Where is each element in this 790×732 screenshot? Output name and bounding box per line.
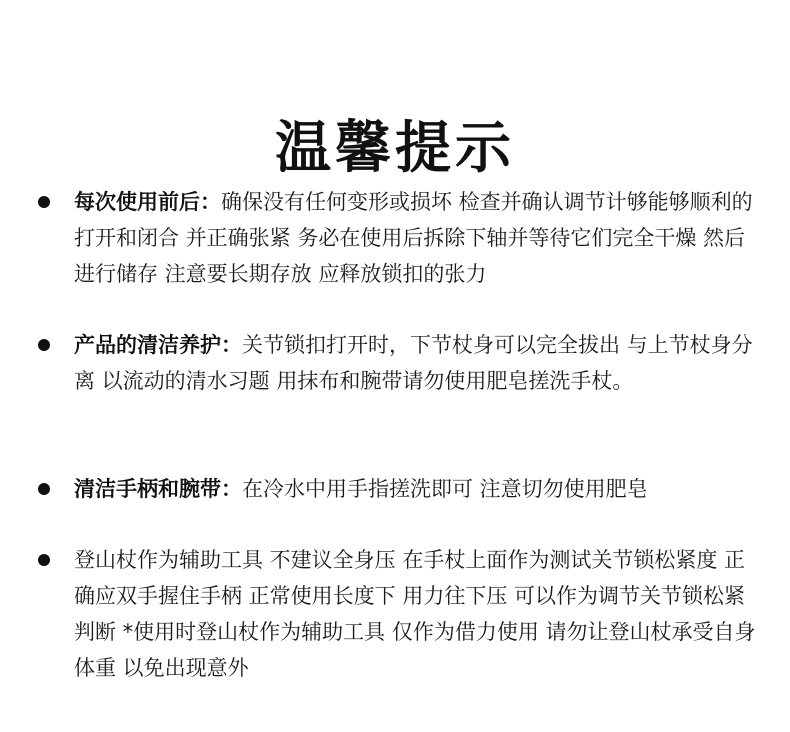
bullet-icon: [38, 196, 50, 208]
page-title: 温馨提示: [275, 115, 515, 181]
tip-lead: 每次使用前后：: [74, 190, 221, 214]
tip-body: 确保没有任何变形或损坏 检查并确认调节计够能够顺利的打开和闭合 并正确张紧 务必在使用后拆除下轴并等待它们完全干燥 然后进行储存 注意要长期存放 应释放锁扣的张力: [74, 190, 753, 286]
tip-body: 登山杖作为辅助工具 不建议全身压 在手杖上面作为测试关节锁松紧度 正确应双手握住手柄 正常使用长度下 用力往下压 可以作为调节关节锁松紧判断 *使用时登山杖作为辅助工具 仅作为借力使用 请勿让登山杖承受自身体重 以免出现意外: [74, 548, 756, 680]
tip-text: [74, 471, 758, 507]
bullet-icon: [38, 339, 50, 351]
tip-body: 关节锁扣打开时，下节杖身可以完全拔出 与上节杖身分离 以流动的清水习题 用抹布和腕带请勿使用肥皂搓洗手杖。: [74, 333, 753, 393]
tip-lead: 产品的清洁养护：: [74, 333, 242, 357]
tip-body: 在冷水中用手指搓洗即可 注意切勿使用肥皂: [242, 477, 648, 501]
tip-lead: 清洁手柄和腕带：: [74, 477, 242, 501]
bullet-icon: [38, 483, 50, 495]
tip-text: [74, 184, 758, 292]
tip-text: [74, 542, 758, 686]
tip-text: [68, 327, 764, 399]
bullet-icon: [38, 554, 50, 566]
